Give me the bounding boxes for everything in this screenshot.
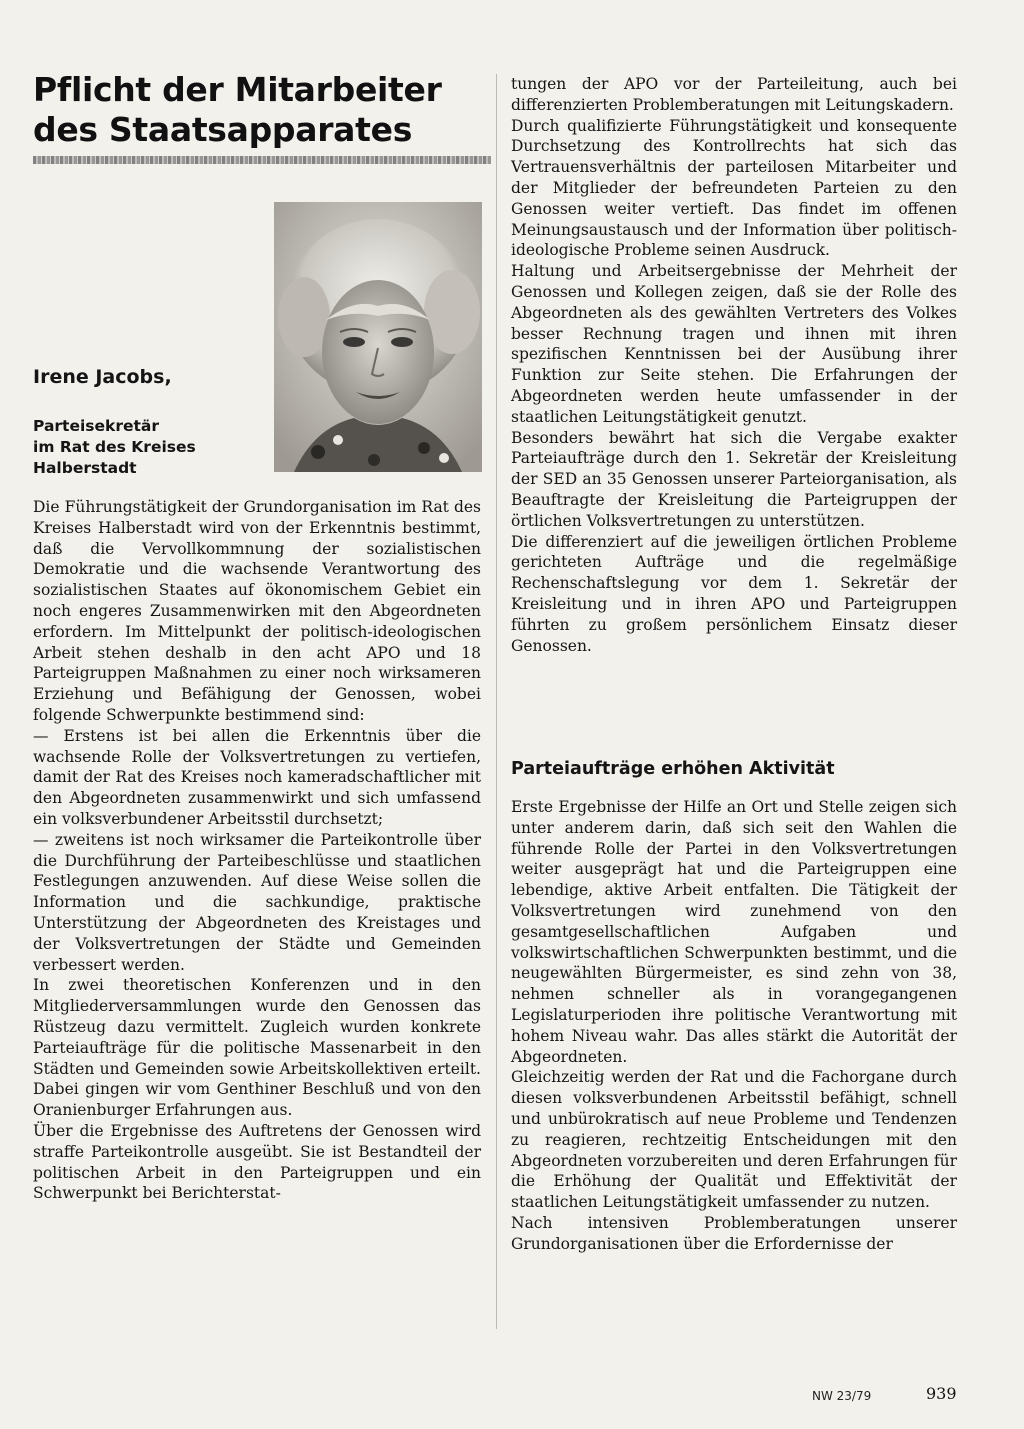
paragraph: tungen der APO vor der Parteileitung, auch bei differenzierten Problemberatungen mit Leitungskadern. [511, 75, 957, 114]
text-column-left [33, 497, 481, 1204]
paragraph: Haltung und Arbeitsergebnisse der Mehrheit der Genossen und Kollegen zeigen, daß sie der Rolle des Abgeordneten als des gewählten Vertreters des Volkes besser Rechnung tragen und ihnen mit ihren spezifischen Kenntnissen bei der Ausübung ihrer Funktion zur Seite stehen. Die Erfahrungen der Abgeordneten werden heute umfassender in der staatlichen Leitungstätigkeit genutzt. [511, 262, 957, 426]
paragraph: — Erstens ist bei allen die Erkenntnis über die wachsende Rolle der Volksvertretungen zu vertiefen, damit der Rat des Kreises noch kameradschaftlicher mit den Abgeordneten zusammenwirkt und sich umfassend ein volksverbundener Arbeitsstil durchsetzt; [33, 726, 481, 828]
paragraph: Gleichzeitig werden der Rat und die Fachorgane durch diesen volksverbundenen Arbeitsstil befähigt, schnell und unbürokratisch auf neue Probleme und Tendenzen zu reagieren, rechtzeitig Entscheidungen mit den Abgeordneten vorzubereiten und deren Erfahrungen für die Erhöhung der Qualität und Effektivität der staatlichen Leitungstätigkeit umfassender zu nutzen. [511, 1068, 957, 1212]
article-headline: Pflicht der Mitarbeiter des Staatsapparates [33, 70, 442, 149]
paragraph: Die differenziert auf die jeweiligen örtlichen Probleme gerichteten Aufträge und die regelmäßige Rechenschaftslegung vor dem 1. Sekretär der Kreisleitung und in ihren APO und Parteigruppen führten zu großem persönlichem Einsatz dieser Genossen. [511, 532, 957, 655]
paragraph: Über die Ergebnisse des Auftretens der Genossen wird straffe Parteikontrolle ausgeübt. Sie ist Bestandteil der politischen Arbeit in den Parteigruppen und ein Schwerpunkt bei Berichterstat- [33, 1121, 481, 1203]
paragraph: Erste Ergebnisse der Hilfe an Ort und Stelle zeigen sich unter anderem darin, daß sich seit den Wahlen die führende Rolle der Partei in den Volksvertretungen weiter ausgeprägt hat und die Parteigruppen eine lebendige, aktive Arbeit entfalten. Die Tätigkeit der Volksvertretungen wird zunehmend von den gesamtgesellschaftlichen Aufgaben und volkswirtschaftlichen Schwerpunkten bestimmt, und die neugewählten Bürgermeister, es sind zehn von 38, nehmen schneller als in vorangegangenen Legislaturperioden ihre politische Verantwortung mit hohem Niveau wahr. Das alles stärkt die Autorität der Abgeordneten. [511, 798, 957, 1066]
page-number: 939 [926, 1384, 957, 1403]
issue-label: NW 23/79 [812, 1389, 872, 1403]
paragraph: Durch qualifizierte Führungstätigkeit und konsequente Durchsetzung des Kontrollrechts hat sich das Vertrauensverhältnis der parteilosen Mitarbeiter und der Mitglieder der befreundeten Parteien zu den Genossen weiter vertieft. Das findet im offenen Meinungsaustausch und der Information über politisch-ideologische Probleme seinen Ausdruck. [511, 116, 957, 260]
text-column-right-top [511, 74, 957, 656]
paragraph: Nach intensiven Problemberatungen unserer Grundorganisationen über die Erfordernisse der [511, 1213, 957, 1253]
author-role: Parteisekretär im Rat des Kreises Halberstadt [33, 417, 196, 477]
paragraph: In zwei theoretischen Konferenzen und in den Mitgliederversammlungen wurde den Genossen das Rüstzeug dazu vermittelt. Zugleich wurden konkrete Parteiaufträge für die politische Massenarbeit in den Städten und Gemeinden sowie Arbeitskollektiven erteilt. Dabei gingen wir vom Genthiner Beschluß und von den Oranienburger Erfahrungen aus. [33, 976, 481, 1120]
paragraph: Die Führungstätigkeit der Grundorganisation im Rat des Kreises Halberstadt wird von der Erkenntnis bestimmt, daß die Vervollkommnung der sozialistischen Demokratie und die wachsende Verantwortung des sozialistischen Staates auf ökonomischem Gebiet ein noch engeres Zusammenwirken mit den Abgeordneten erfordern. Im Mittelpunkt der politisch-ideologischen Arbeit stehen deshalb in den acht APO und 18 Parteigruppen Maßnahmen zu einer noch wirksameren Erziehung und Befähigung der Genossen, wobei folgende Schwerpunkte bestimmend sind: [33, 498, 481, 724]
author-name: Irene Jacobs, [33, 366, 172, 388]
headline-rule [33, 156, 491, 164]
author-portrait-photo [274, 202, 482, 472]
column-divider [496, 74, 497, 1329]
paragraph: Besonders bewährt hat sich die Vergabe exakter Parteiaufträge durch den 1. Sekretär der Kreisleitung der SED an 35 Genossen unserer Parteiorganisation, als Beauftragte der Kreisleitung die Parteigruppen der örtlichen Volksvertretungen zu unterstützen. [511, 428, 957, 530]
text-column-right-bottom [511, 797, 957, 1255]
section-subheading: Parteiaufträge erhöhen Aktivität [511, 759, 835, 779]
portrait-image [274, 202, 482, 472]
paragraph: — zweitens ist noch wirksamer die Parteikontrolle über die Durchführung der Parteibeschlüsse und staatlichen Festlegungen anzuwenden. Auf diese Weise sollen die Information und die sachkundige, praktische Unterstützung der Abgeordneten des Kreistages und der Volksvertretungen der Städte und Gemeinden verbessert werden. [33, 830, 481, 974]
